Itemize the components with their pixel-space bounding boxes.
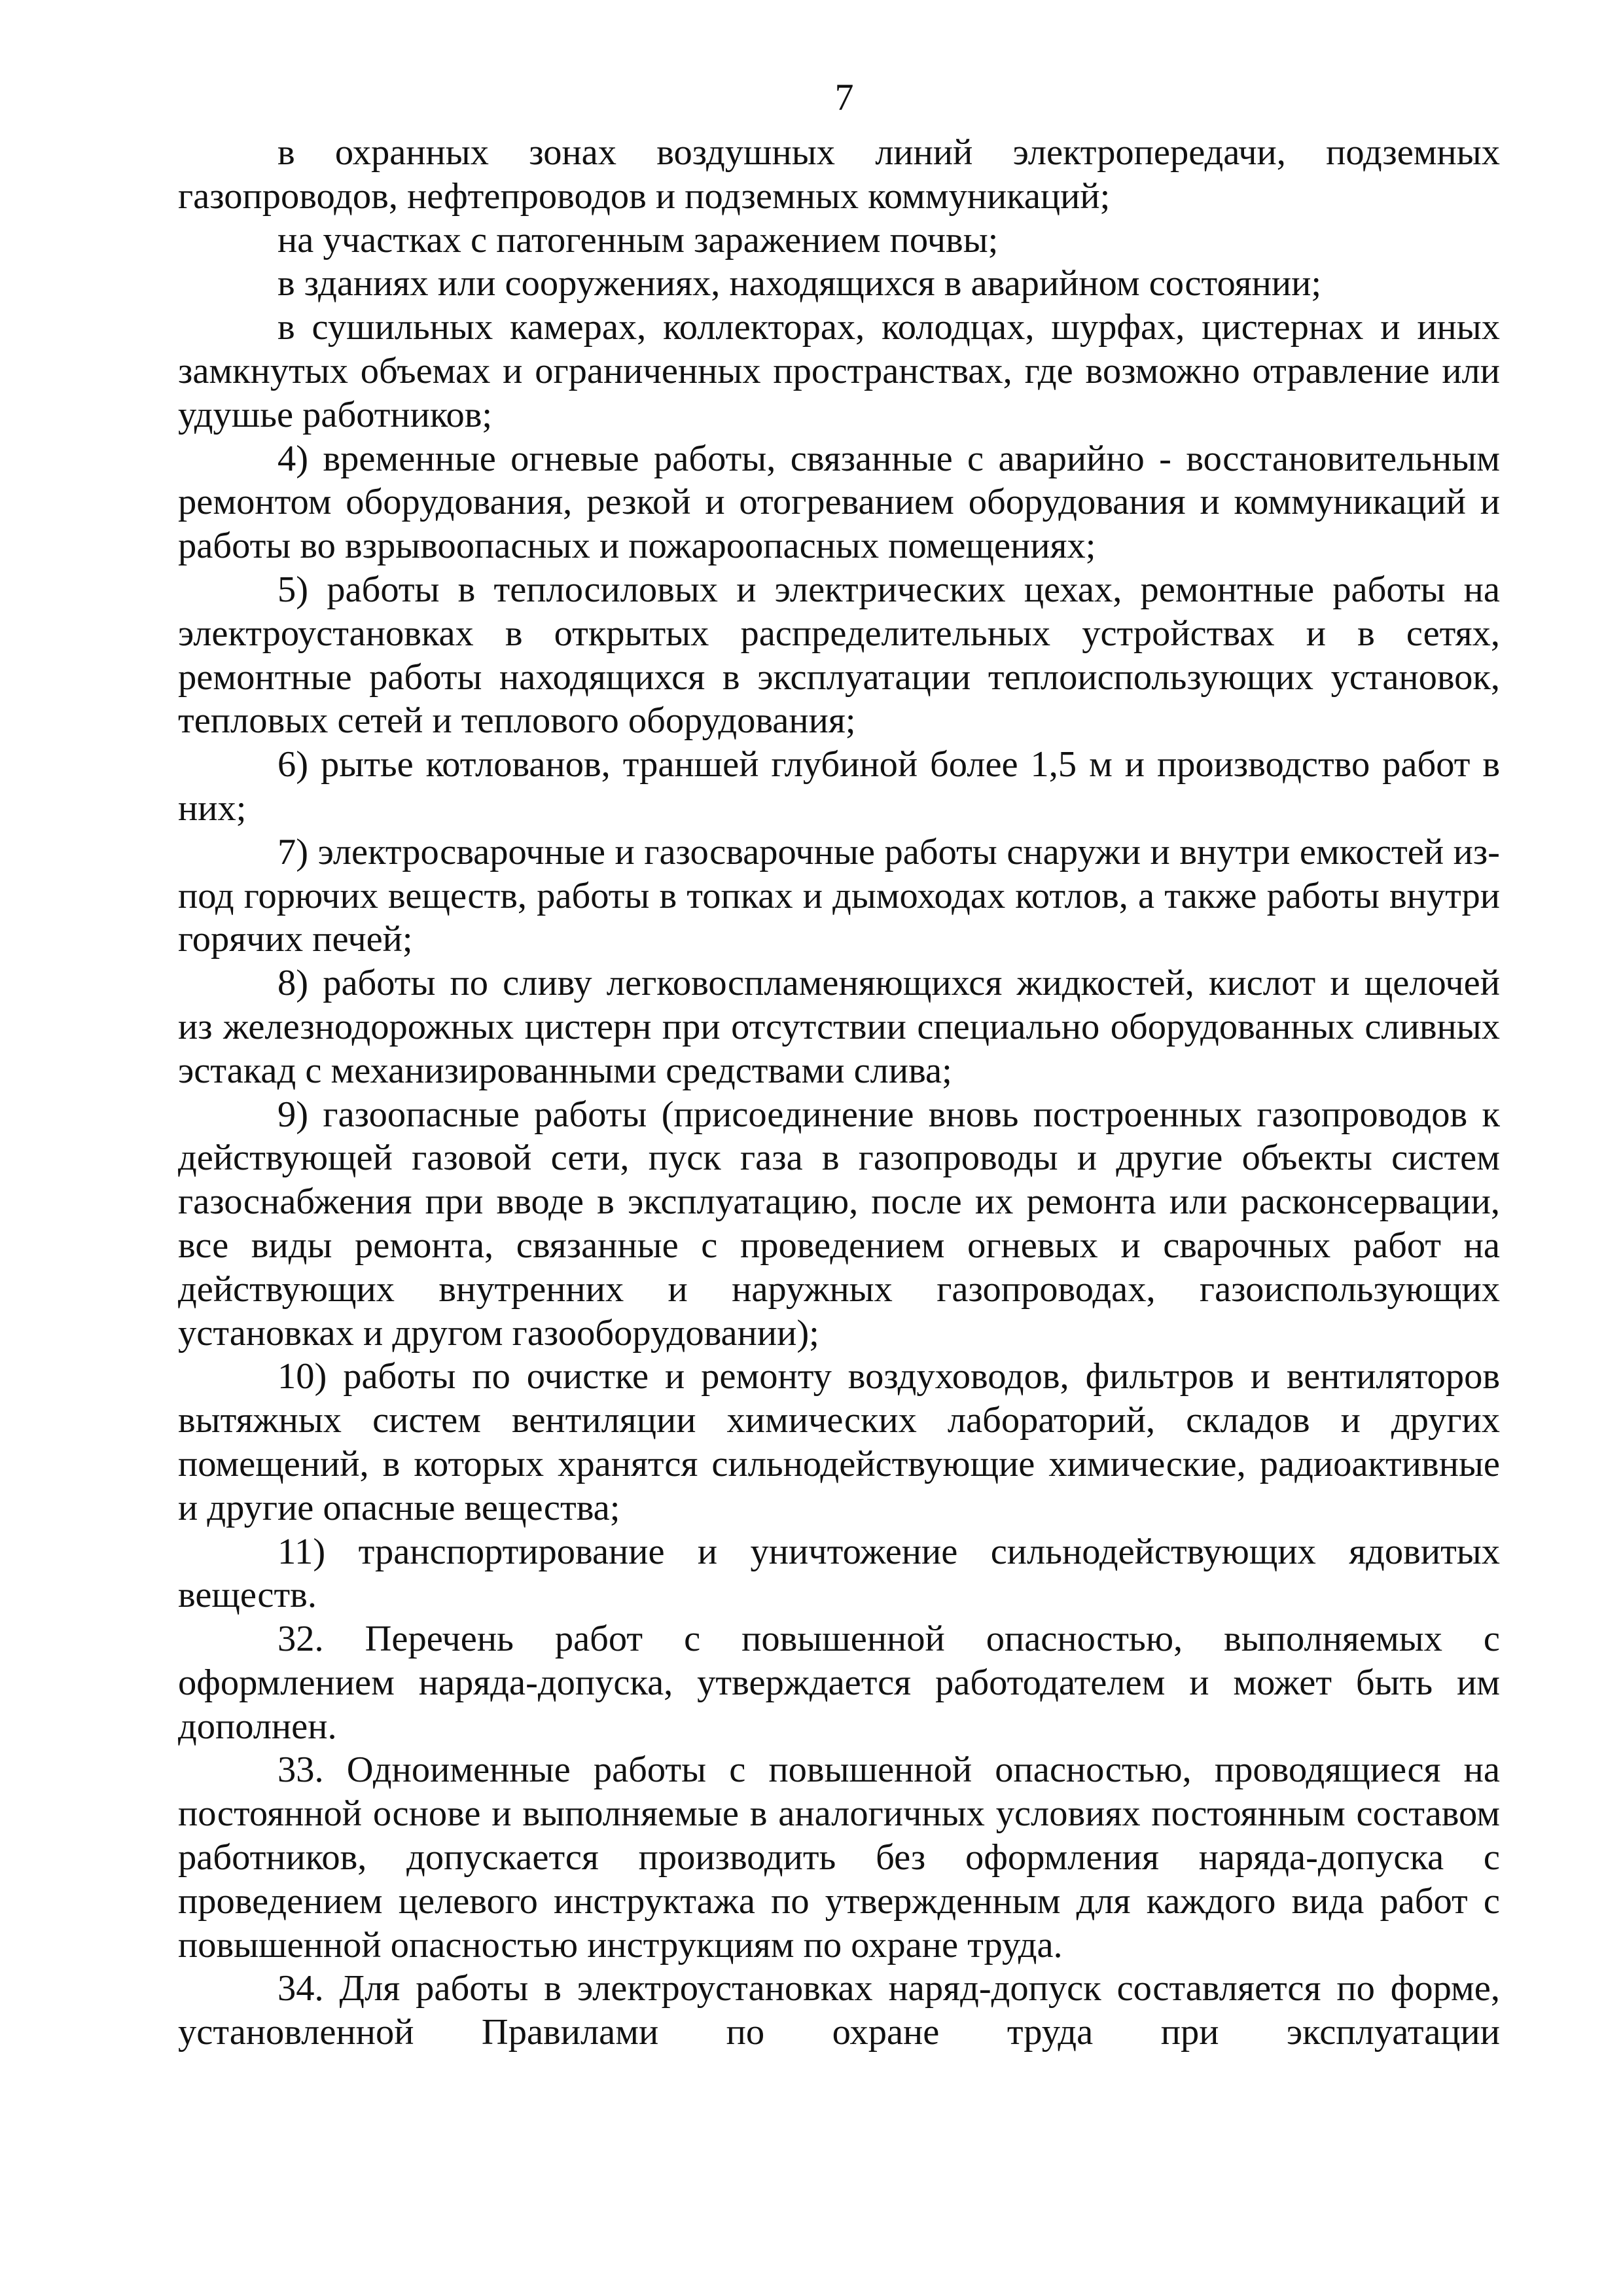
paragraph-security-zones: в охранных зонах воздушных линий электропередачи, подземных газопроводов, нефтепроводов и подземных коммуникаций;	[178, 132, 1500, 217]
document-body	[178, 131, 1500, 2054]
paragraph-item-4: 4) временные огневые работы, связанные с аварийно - восстановительным ремонтом оборудования, резкой и отогреванием оборудования и коммуникаций и работы во взрывоопасных и пожароопасных помещениях;	[178, 438, 1500, 567]
paragraph-clause-32: 32. Перечень работ с повышенной опасностью, выполняемых с оформлением наряда-допуска, утверждается работодателем и может быть им дополнен.	[178, 1619, 1500, 1747]
paragraph-pathogenic-soil: на участках с патогенным заражением почвы;	[277, 219, 999, 260]
paragraph-confined-spaces: в сушильных камерах, коллекторах, колодцах, шурфах, цистернах и иных замкнутых объемах и ограниченных пространствах, где возможно отравление или удушье работников;	[178, 307, 1500, 435]
paragraph-item-7: 7) электросварочные и газосварочные работы снаружи и внутри емкостей из-под горючих веществ, работы в топках и дымоходах котлов, а также работы внутри горячих печей;	[178, 831, 1500, 960]
paragraph-clause-34: 34. Для работы в электроустановках наряд-допуск составляется по форме, установленной Правилами по охране труда при эксплуатации	[178, 1968, 1500, 2053]
paragraph-item-5: 5) работы в теплосиловых и электрических цехах, ремонтные работы на электроустановках в открытых распределительных устройствах и в сетях, ремонтные работы находящихся в эксплуатации теплоиспользующих установок, тепловых сетей и теплового оборудования;	[178, 569, 1500, 742]
paragraph-emergency-buildings: в зданиях или сооружениях, находящихся в аварийном состоянии;	[277, 263, 1322, 304]
paragraph-item-8: 8) работы по сливу легковоспламеняющихся жидкостей, кислот и щелочей из железнодорожных цистерн при отсутствии специально оборудованных сливных эстакад с механизированными средствами слива;	[178, 963, 1500, 1091]
page-number: 7	[834, 76, 854, 118]
paragraph-clause-33: 33. Одноименные работы с повышенной опасностью, проводящиеся на постоянной основе и выполняемые в аналогичных условиях постоянным составом работников, допускается производить без оформления наряда-допуска с проведением целевого инструктажа по утвержденным для каждого вида работ с повышенной опасностью инструкциям по охране труда.	[178, 1749, 1500, 1965]
paragraph-item-9: 9) газоопасные работы (присоединение вновь построенных газопроводов к действующей газовой сети, пуск газа в газопроводы и другие объекты систем газоснабжения при вводе в эксплуатацию, после их ремонта или расконсервации, все виды ремонта, связанные с проведением огневых и сварочных работ на действующих внутренних и наружных газопроводах, газоиспользующих установках и другом газооборудовании);	[178, 1094, 1500, 1354]
paragraph-item-11: 11) транспортирование и уничтожение сильнодействующих ядовитых веществ.	[178, 1531, 1500, 1616]
paragraph-item-6: 6) рытье котлованов, траншей глубиной более 1,5 м и производство работ в них;	[178, 744, 1500, 829]
paragraph-item-10: 10) работы по очистке и ремонту воздуховодов, фильтров и вентиляторов вытяжных систем вентиляции химических лабораторий, складов и других помещений, в которых хранятся сильнодействующие химические, радиоактивные и другие опасные вещества;	[178, 1356, 1500, 1528]
